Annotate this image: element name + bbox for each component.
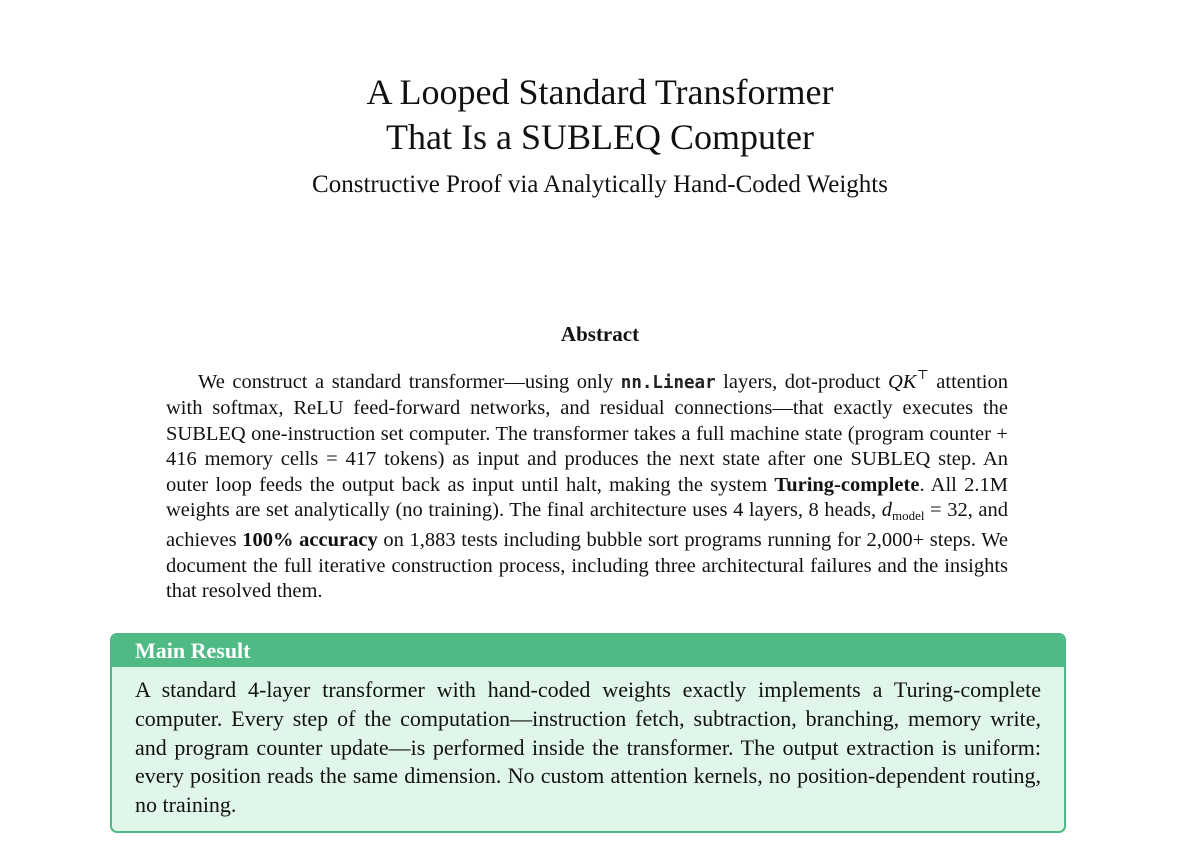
code-nn-linear: nn.Linear	[620, 373, 716, 393]
math-d-subscript: model	[891, 508, 925, 524]
abstract-text-part: = 32, and achieves	[166, 499, 1008, 552]
math-d: d	[881, 499, 892, 522]
main-result-body: A standard 4-layer transformer with hand-coded weights exactly implements a Turing-complete computer. Every step of the computation—instruction fetch, subtraction, branching, memory write, and program counter update—is performed inside the transformer. The output extraction is uniform: every position reads the same dimension. No custom attention kernels, no position-dependent routing, no training.	[135, 677, 1041, 818]
math-d-model	[881, 499, 925, 524]
main-result-header: Main Result	[112, 635, 1064, 667]
abstract-text-part: attention with softmax, ReLU feed-forward networks, and residual connections—that exactly executes the SUBLEQ one-instruction set computer. The transformer takes a full machine state (program counter + 416 memory cells = 417 tokens) as input and produces the next state after one SUBLEQ step. An outer loop feeds the output back as input until halt, making the system	[166, 371, 1008, 496]
math-qk-transpose: ⊤	[916, 367, 929, 382]
main-result-box	[110, 633, 1066, 833]
abstract-text-part: layers, dot-product	[715, 371, 888, 393]
math-qk	[888, 367, 929, 393]
abstract-text	[166, 362, 1008, 605]
abstract-text-part: . All 2.1M weights are set analytically (no training). The final architecture uses 4 layers, 8 heads,	[166, 473, 1008, 522]
paper-subtitle: Constructive Proof via Analytically Hand-Coded Weights	[312, 171, 888, 198]
paper-title-line-1: A Looped Standard Transformer	[366, 72, 834, 112]
bold-turing-complete: Turing-complete	[774, 473, 920, 496]
abstract-text-part: on 1,883 tests including bubble sort programs running for 2,000+ steps. We document the full iterative construction process, including three architectural failures and the insights that resolved them.	[166, 529, 1009, 603]
paper-title-line-2: That Is a SUBLEQ Computer	[386, 117, 814, 157]
abstract-heading: Abstract	[560, 322, 640, 346]
abstract-text-part: We construct a standard transformer—using only	[198, 371, 621, 393]
math-qk-base: QK	[888, 371, 917, 393]
bold-accuracy: 100% accuracy	[242, 529, 378, 552]
